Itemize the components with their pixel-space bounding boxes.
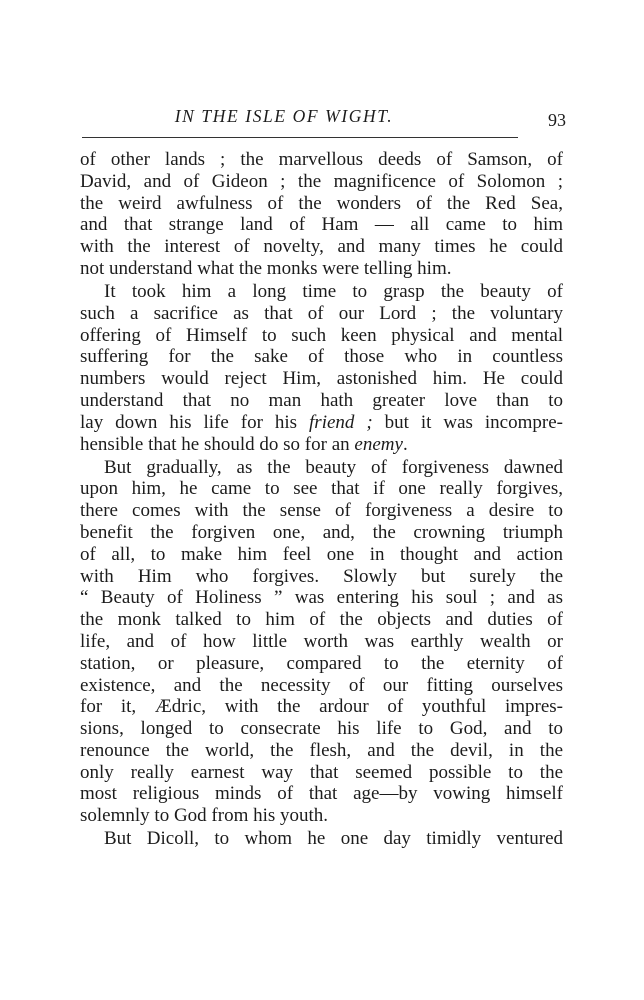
- header-rule: [82, 137, 518, 138]
- text-line: “ Beauty of Holiness ” was entering his soul ; and as: [80, 587, 563, 609]
- text-line: [80, 434, 563, 456]
- text-line: David, and of Gideon ; the magnificence of Solomon ;: [80, 170, 563, 192]
- text-line: such a sacrifice as that of our Lord ; the voluntary: [80, 302, 563, 324]
- body-text: [80, 149, 563, 850]
- text-line: of other lands ; the marvellous deeds of Samson, of: [80, 149, 563, 170]
- text-line: renounce the world, the flesh, and the devil, in the: [80, 739, 563, 761]
- text-segment: lay down his life for his: [80, 411, 310, 433]
- text-segment: but it was incompre-: [372, 411, 563, 433]
- page-header: [82, 103, 566, 133]
- text-line: But gradually, as the beauty of forgiveness dawned: [104, 456, 563, 478]
- text-line: the monk talked to him of the objects and duties of: [80, 609, 563, 631]
- text-line: with Him who forgives. Slowly but surely the: [80, 565, 563, 587]
- text-line: benefit the forgiven one, and, the crowning triumph: [80, 521, 563, 543]
- text-line: there comes with the sense of forgiveness a desire to: [80, 500, 563, 522]
- text-line: life, and of how little worth was earthly wealth or: [80, 630, 563, 652]
- text-line: for it, Ædric, with the ardour of youthful impres-: [80, 696, 563, 718]
- page-number: 93: [548, 110, 566, 130]
- text-line: solemnly to God from his youth.: [80, 805, 329, 827]
- text-line: offering of Himself to such keen physical and mental: [80, 324, 563, 346]
- text-line: of all, to make him feel one in thought and action: [80, 543, 563, 565]
- running-head: IN THE ISLE OF WIGHT.: [174, 106, 394, 126]
- italic-word: friend ;: [309, 411, 373, 433]
- text-line: understand that no man hath greater love than to: [80, 389, 563, 411]
- text-segment: hensible that he should do so for an: [80, 433, 355, 455]
- text-line: with the interest of novelty, and many times he could: [80, 236, 563, 258]
- italic-word: enemy: [354, 433, 403, 455]
- text-line: upon him, he came to see that if one really forgives,: [80, 478, 563, 500]
- text-line: It took him a long time to grasp the beauty of: [104, 280, 563, 302]
- text-line: the weird awfulness of the wonders of the Red Sea,: [80, 192, 563, 214]
- text-line: suffering for the sake of those who in countless: [80, 346, 563, 368]
- text-line: most religious minds of that age—by vowing himself: [80, 783, 563, 805]
- text-line: But Dicoll, to whom he one day timidly ventured: [104, 828, 563, 850]
- text-line: numbers would reject Him, astonished him. He could: [80, 368, 563, 390]
- text-segment: .: [402, 433, 408, 455]
- text-line: only really earnest way that seemed possible to the: [80, 761, 563, 783]
- text-line: not understand what the monks were telling him.: [80, 257, 452, 279]
- text-line: sions, longed to consecrate his life to God, and to: [80, 718, 563, 740]
- text-line: station, or pleasure, compared to the eternity of: [80, 652, 563, 674]
- text-line: and that strange land of Ham — all came to him: [80, 214, 563, 236]
- text-line: [80, 412, 563, 434]
- text-line: existence, and the necessity of our fitting ourselves: [80, 674, 563, 696]
